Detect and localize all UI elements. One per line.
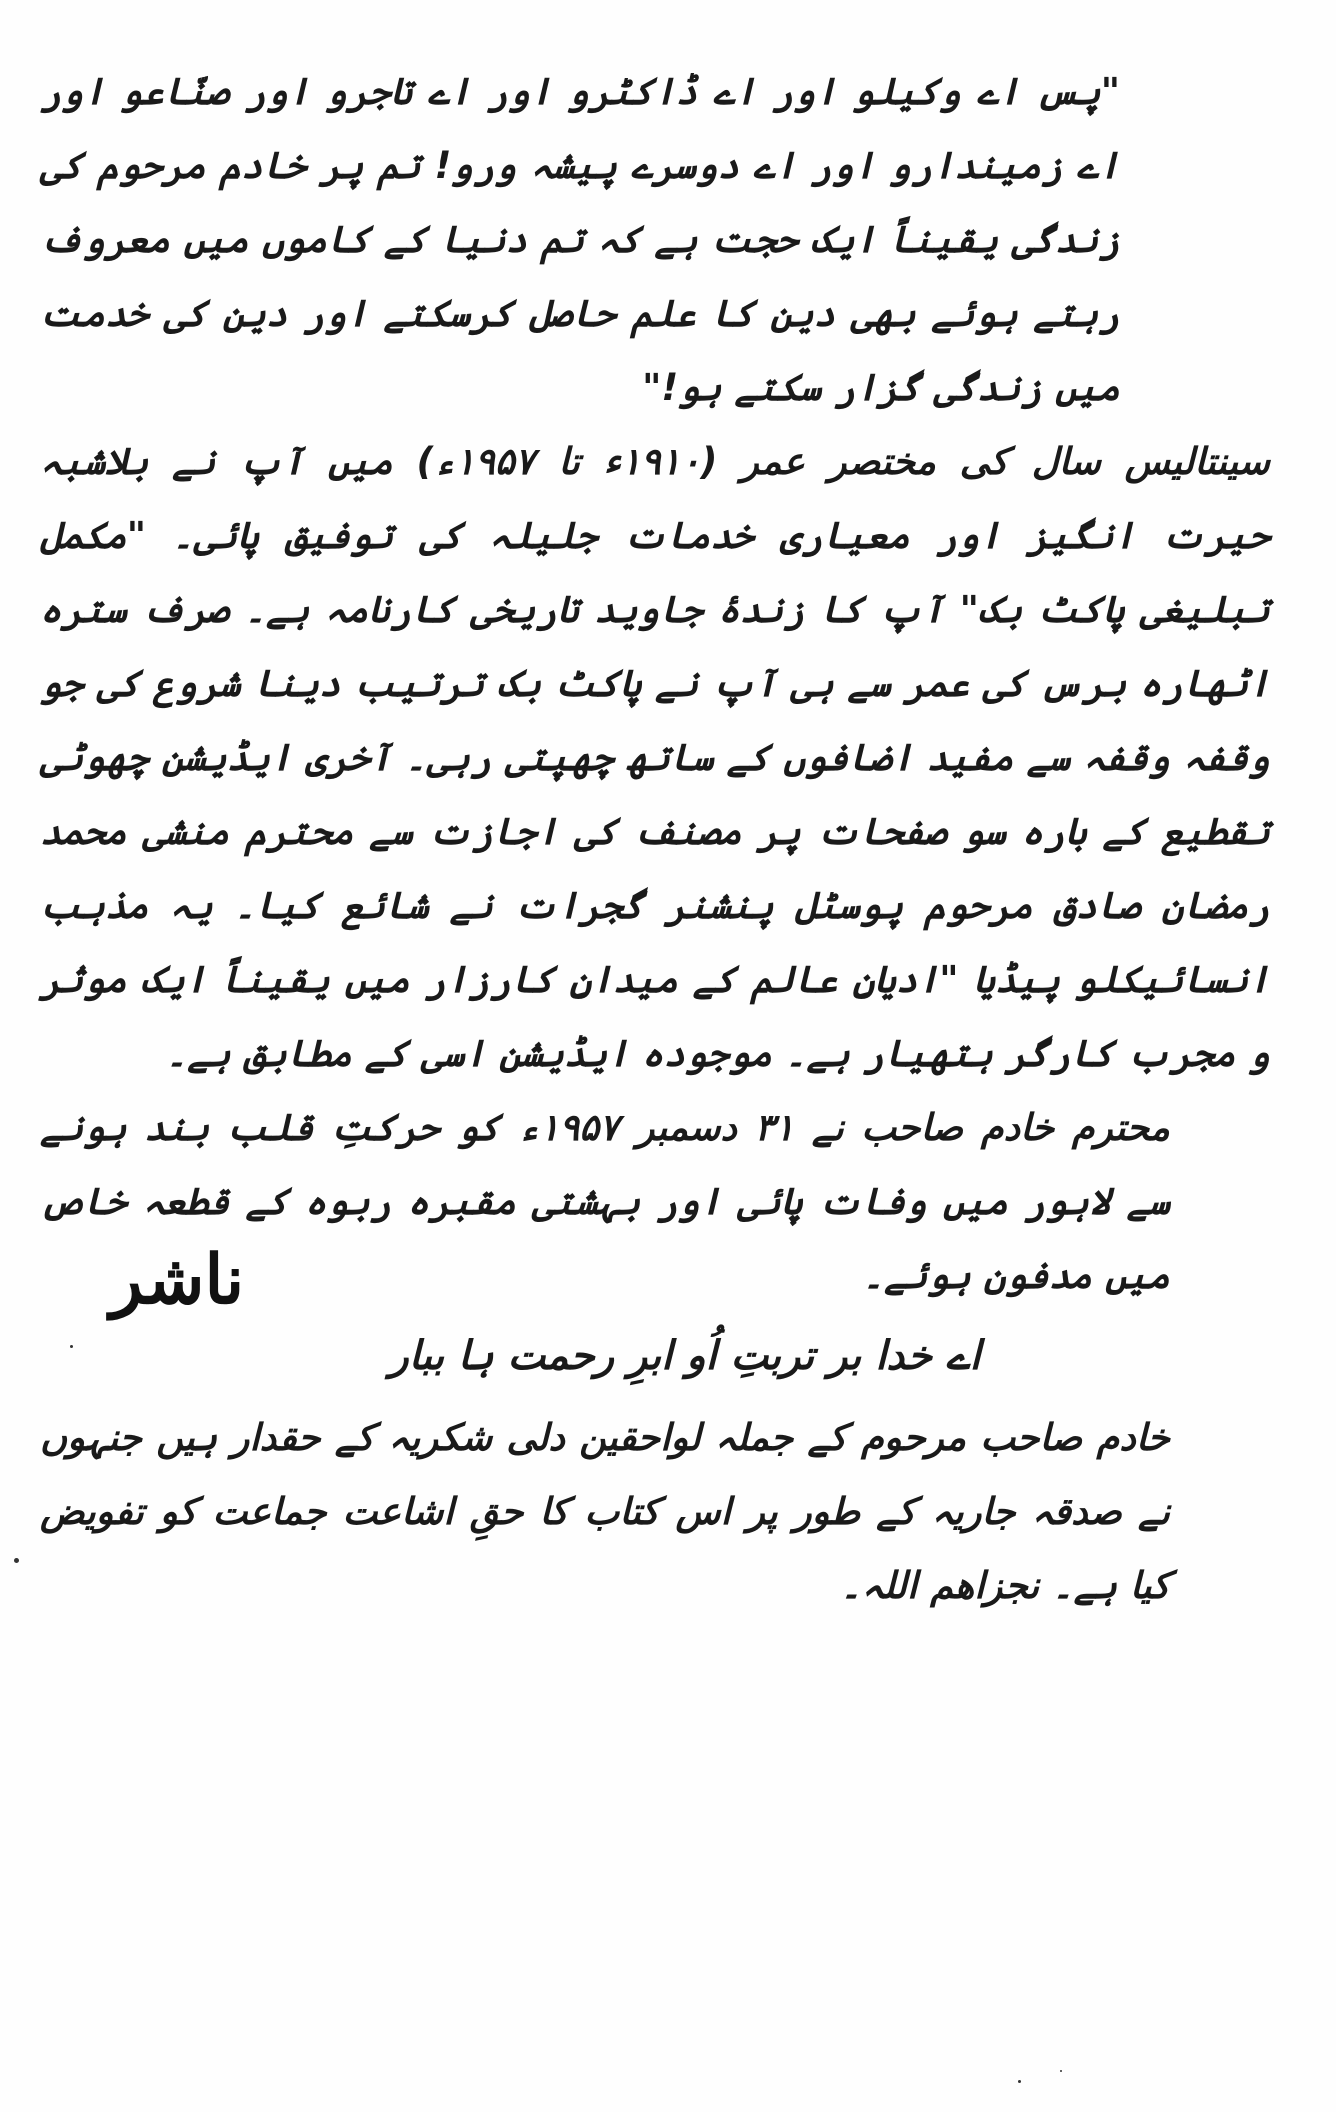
quote-paragraph: "پس اے وکیلو اور اے ڈاکٹرو اور اے تاجرو اور صنّاعو اور اے زمیندارو اور اے دوسرے پیشہ ورو! تم پر خادم مرحوم کی زندگی یقیناً ایک حجت ہے کہ تم دنیا کے کاموں میں معروف رہتے ہوئے بھی دین کا علم حاصل کرسکتے اور دین کی خدمت میں زندگی گزار سکتے ہو!" <box>40 70 1120 409</box>
death-paragraph: محترم خادم صاحب نے ۳۱ دسمبر ۱۹۵۷ء کو حرکتِ قلب بند ہونے سے لاہور میں وفات پائی اور بہشتی مقبرہ ربوہ کے قطعہ خاص میں مدفون ہوئے۔ <box>40 1106 1170 1297</box>
scan-speck <box>1060 2070 1062 2072</box>
scan-speck <box>14 1558 19 1563</box>
persian-verse: اے خدا بر تربتِ اُو ابرِ رحمت ہا ببار <box>389 1333 981 1379</box>
biography-paragraph: سینتالیس سال کی مختصر عمر (۱۹۱۰ء تا ۱۹۵۷ء) میں آپ نے بلاشبہ حیرت انگیز اور معیاری خدمات جلیلہ کی توفیق پائی۔ "مکمل تبلیغی پاکٹ بک" آپ کا زندۂ جاوید تاریخی کارنامہ ہے۔ صرف سترہ اٹھارہ برس کی عمر سے ہی آپ نے پاکٹ بک ترتیب دینا شروع کی جو وقفہ وقفہ سے مفید اضافوں کے ساتھ چھپتی رہی۔ آخری ایڈیشن چھوٹی تقطیع کے بارہ سو صفحات پر مصنف کی اجازت سے محترم منشی محمد رمضان صادق مرحوم پوسٹل پنشنر گجرات نے شائع کیا۔ یہ مذہب انسائیکلو پیڈیا "ادیانِ عالم کے میدانِ کارزار میں یقیناً ایک موثر و مجرب کارگر ہتھیار ہے۔ موجودہ ایڈیشن اسی کے مطابق ہے۔ <box>40 440 1271 1075</box>
body-text <box>40 55 1270 1623</box>
thanks-paragraph: خادم صاحب مرحوم کے جملہ لواحقین دلی شکریہ کے حقدار ہیں جنہوں نے صدقہ جاریہ کے طور پر اس کتاب کا حقِ اشاعت جماعت کو تفویض کیا ہے۔ نجزاھم اللہ۔ <box>40 1416 1170 1607</box>
scan-speck <box>70 1345 73 1348</box>
scan-speck <box>1018 2080 1021 2083</box>
publisher-signature: ناشر <box>110 1240 245 1320</box>
